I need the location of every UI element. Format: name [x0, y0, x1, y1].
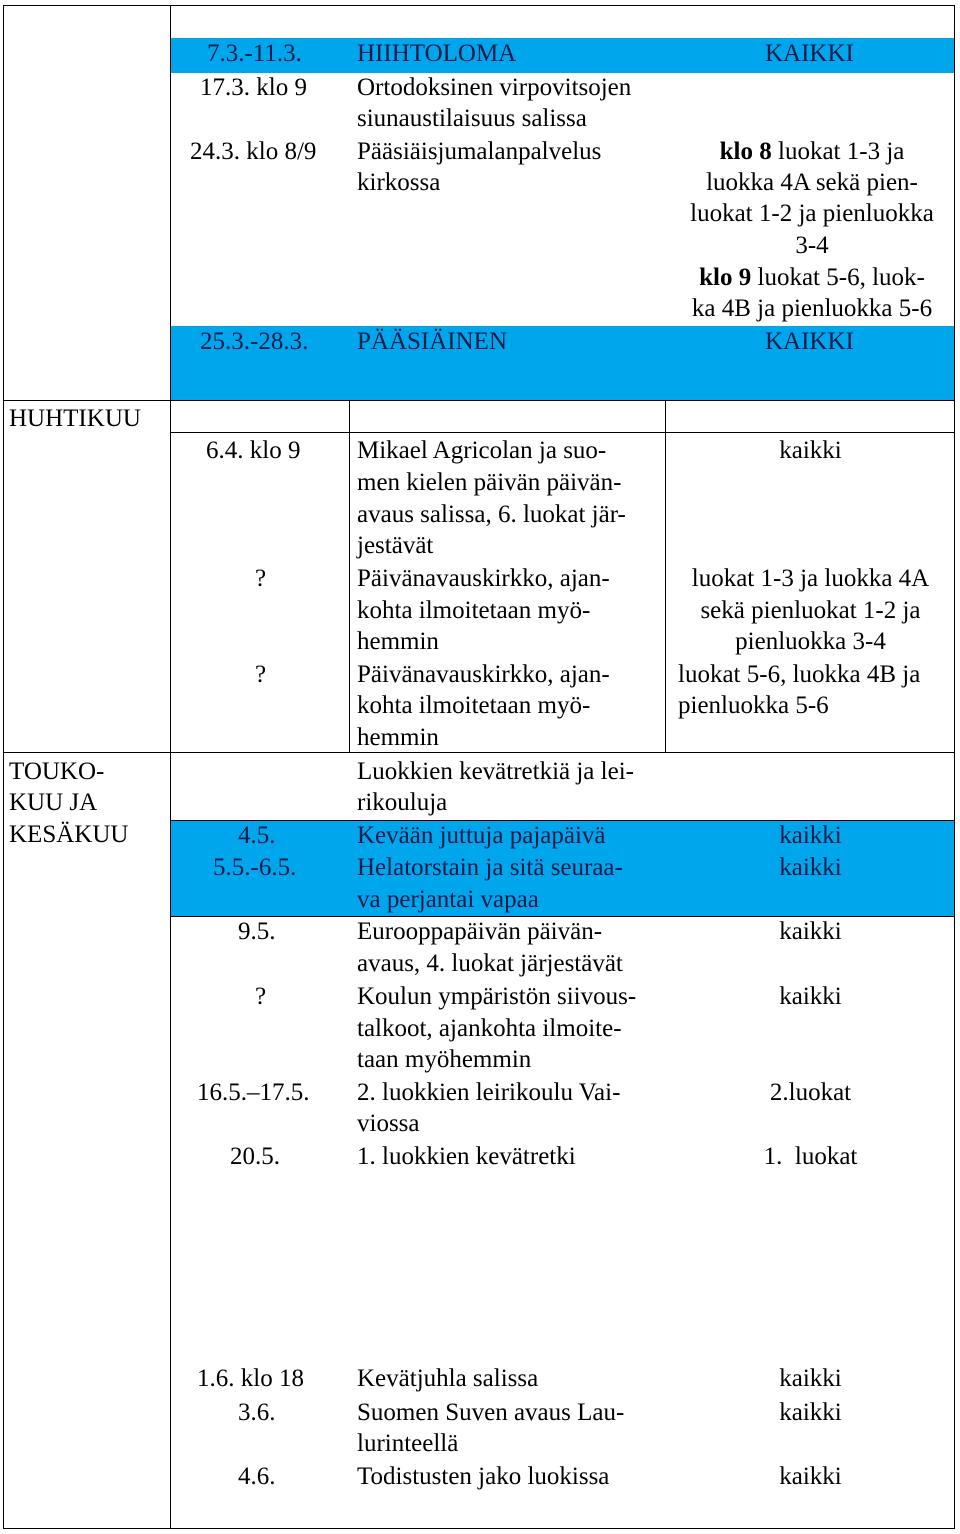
row-paasiaisjumalanpalvelus-date: 24.3. klo 8/9 — [190, 138, 317, 165]
row-pajapaiva-date: 4.5. — [238, 822, 276, 849]
row-divider-toukokuu — [3, 752, 955, 753]
row-agricola-event-l3: avaus salissa, 6. luokat jär- — [357, 501, 626, 528]
row-siivoustalkoot-event-l2: talkoot, ajankohta ilmoite- — [357, 1015, 622, 1042]
row-agricola-date: 6.4. klo 9 — [206, 437, 301, 464]
row-siivoustalkoot-event-l1: Koulun ympäristön siivous- — [357, 983, 637, 1010]
row-kevatretki-date: 20.5. — [230, 1143, 280, 1170]
month-toukokuu-line1: TOUKO- — [9, 758, 105, 785]
row-eurooppapaiva-date: 9.5. — [238, 918, 276, 945]
event-column-divider-upper — [349, 400, 350, 752]
row-helatorstai-who: kaikki — [779, 854, 842, 881]
row-kevatretki-who: 1. luokat — [763, 1143, 858, 1170]
row-paivanavauskirkko2-date: ? — [255, 661, 267, 688]
row-leirikoulu-event-l2: viossa — [357, 1110, 420, 1137]
row-leirikoulu-who: 2.luokat — [769, 1079, 852, 1106]
row-helatorstai-date: 5.5.-6.5. — [213, 854, 297, 881]
row-leirikoulu-date: 16.5.–17.5. — [197, 1079, 310, 1106]
row-todistukset-event: Todistusten jako luokissa — [357, 1463, 610, 1490]
row-helatorstai-event-l2: va perjantai vapaa — [357, 886, 539, 913]
row-paasiaisjumalanpalvelus-who-l2: luokka 4A sekä pien- — [706, 169, 918, 196]
row-suven-avaus-date: 3.6. — [238, 1399, 276, 1426]
row-siivoustalkoot-date: ? — [255, 983, 267, 1010]
month-column-divider — [170, 5, 171, 1529]
row-paivanavauskirkko1-event-l1: Päivänavauskirkko, ajan- — [357, 565, 610, 592]
row-paivanavauskirkko1-event-l3: hemmin — [357, 628, 439, 655]
row-agricola-event-l1: Mikael Agricolan ja suo- — [357, 437, 607, 464]
row-paivanavauskirkko2-event-l1: Päivänavauskirkko, ajan- — [357, 661, 610, 688]
row-helatorstai-event-l1: Helatorstain ja sitä seuraa- — [357, 854, 623, 881]
row-paasiainen-event: PÄÄSIÄINEN — [357, 328, 507, 355]
row-kevatjuhla-who: kaikki — [779, 1365, 842, 1392]
row-kevatretki-event: 1. luokkien kevätretki — [357, 1143, 576, 1170]
row-paasiainen-who: KAIKKI — [765, 328, 854, 355]
row-suven-avaus-who: kaikki — [779, 1399, 842, 1426]
row-paivanavauskirkko2-event-l2: kohta ilmoitetaan myö- — [357, 692, 591, 719]
row-agricola-event-l2: men kielen päivän päivän- — [357, 469, 622, 496]
row-paasiaisjumalanpalvelus-who-l3: luokat 1-2 ja pienluokka — [690, 200, 934, 227]
month-huhtikuu: HUHTIKUU — [9, 405, 141, 432]
row-paivanavauskirkko1-date: ? — [255, 565, 267, 592]
row-divider-huhtikuu — [3, 400, 955, 401]
row-paasiaisjumalanpalvelus-who-l4: 3-4 — [795, 232, 829, 259]
row-kevatretket-event-l2: rikouluja — [357, 789, 448, 816]
row-divider-april-header — [170, 432, 955, 433]
row-paasiaisjumalanpalvelus-event-l1: Pääsiäisjumalanpalvelus — [357, 138, 602, 165]
row-todistukset-date: 4.6. — [238, 1463, 276, 1490]
month-toukokuu-line3: KESÄKUU — [9, 821, 129, 848]
row-virpovitsat-date: 17.3. klo 9 — [200, 74, 307, 101]
row-suven-avaus-event-l2: lurinteellä — [357, 1430, 459, 1457]
row-paasiaisjumalanpalvelus-who-l6: ka 4B ja pienluokka 5-6 — [691, 295, 933, 322]
row-paivanavauskirkko1-who-l2: sekä pienluokat 1-2 ja — [700, 597, 921, 624]
row-paasiaisjumalanpalvelus-event-l2: kirkossa — [357, 169, 441, 196]
row-pajapaiva-who: kaikki — [779, 822, 842, 849]
row-hiihtoloma-event: HIIHTOLOMA — [357, 40, 517, 67]
month-toukokuu-line2: KUU JA — [9, 789, 98, 816]
row-siivoustalkoot-event-l3: taan myöhemmin — [357, 1046, 532, 1073]
row-hiihtoloma-who: KAIKKI — [765, 40, 854, 67]
row-paivanavauskirkko2-who-l2: pienluokka 5-6 — [678, 692, 829, 719]
row-paivanavauskirkko1-who-l1: luokat 1-3 ja luokka 4A — [691, 565, 930, 592]
row-agricola-event-l4: jestävät — [357, 532, 434, 559]
row-paasiaisjumalanpalvelus-who-l1: klo 8 luokat 1-3 ja — [719, 138, 905, 165]
row-eurooppapaiva-event-l2: avaus, 4. luokat järjestävät — [357, 950, 623, 977]
row-suven-avaus-event-l1: Suomen Suven avaus Lau- — [357, 1399, 625, 1426]
row-paasiainen-date: 25.3.-28.3. — [200, 328, 309, 355]
row-eurooppapaiva-event-l1: Eurooppapäivän päivän- — [357, 918, 603, 945]
row-paivanavauskirkko2-event-l3: hemmin — [357, 724, 439, 751]
row-paivanavauskirkko1-event-l2: kohta ilmoitetaan myö- — [357, 597, 591, 624]
row-kevatretket-event-l1: Luokkien kevätretkiä ja lei- — [357, 758, 634, 785]
row-paivanavauskirkko2-who-l1: luokat 5-6, luokka 4B ja — [678, 661, 921, 688]
row-pajapaiva-event: Kevään juttuja pajapäivä — [357, 822, 606, 849]
row-virpovitsat-event-l1: Ortodoksinen virpovitsojen — [357, 74, 632, 101]
row-kevatjuhla-event: Kevätjuhla salissa — [357, 1365, 539, 1392]
row-todistukset-who: kaikki — [779, 1463, 842, 1490]
row-paasiaisjumalanpalvelus-who-l5: klo 9 luokat 5-6, luok- — [699, 264, 925, 291]
row-hiihtoloma-date: 7.3.-11.3. — [207, 40, 302, 67]
row-kevatjuhla-date: 1.6. klo 18 — [197, 1365, 304, 1392]
row-virpovitsat-event-l2: siunaustilaisuus salissa — [357, 105, 587, 132]
row-leirikoulu-event-l1: 2. luokkien leirikoulu Vai- — [357, 1079, 621, 1106]
row-paivanavauskirkko1-who-l3: pienluokka 3-4 — [735, 628, 886, 655]
row-eurooppapaiva-who: kaikki — [779, 918, 842, 945]
row-siivoustalkoot-who: kaikki — [779, 983, 842, 1010]
row-agricola-who: kaikki — [779, 437, 842, 464]
